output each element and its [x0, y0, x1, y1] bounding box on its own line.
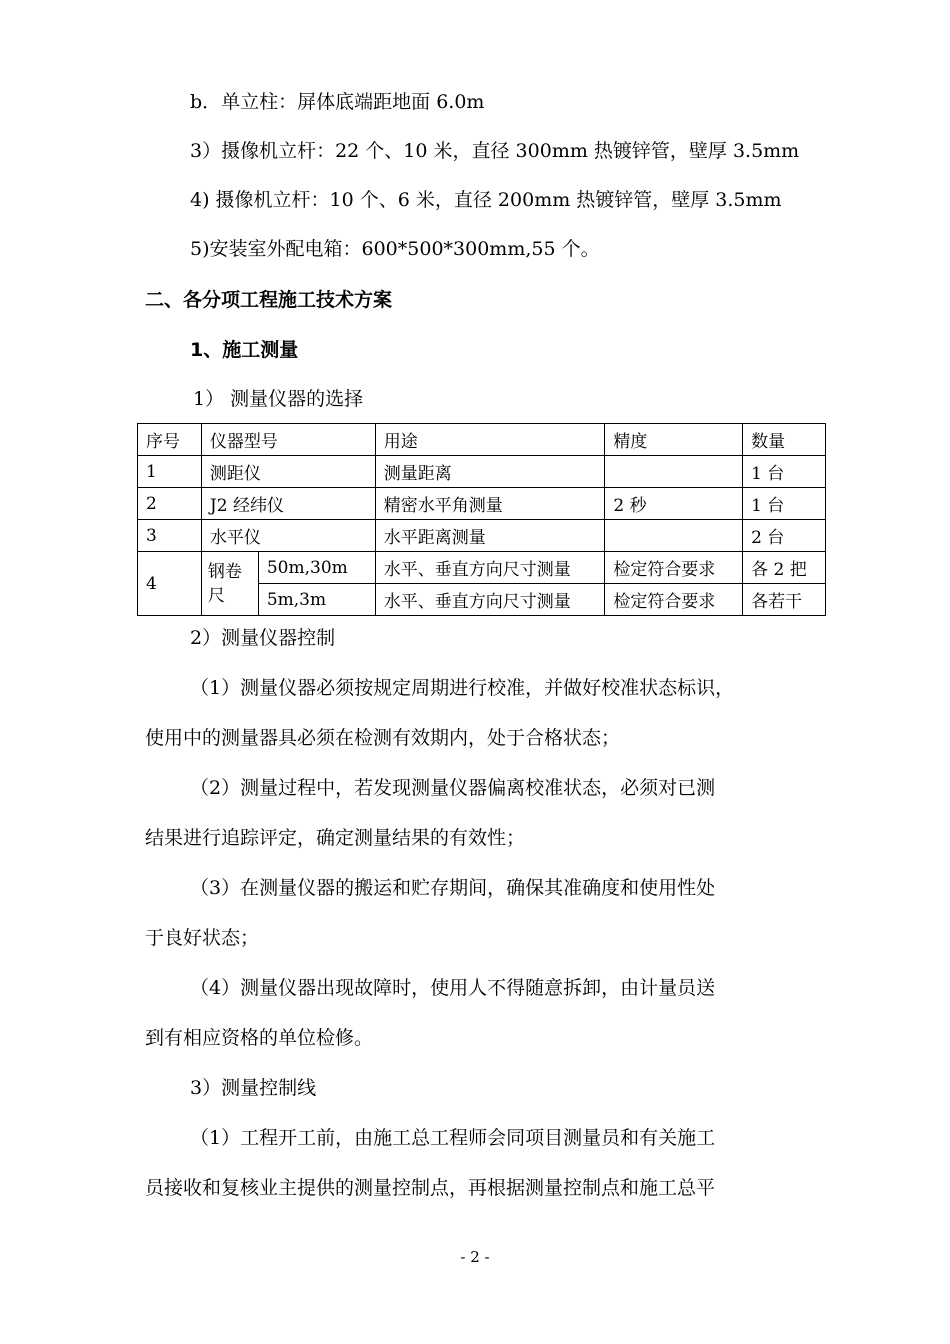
- paragraph-line: 使用中的测量器具必须在检测有效期内，处于合格状态；: [145, 727, 621, 749]
- instrument-selection-title: 1） 测量仪器的选择: [193, 388, 364, 410]
- table-cell: 2 台: [743, 520, 826, 552]
- table-cell: J2 经纬仪: [201, 488, 375, 520]
- table-cell: [605, 520, 743, 552]
- table-header: 用途: [375, 424, 605, 456]
- table-cell: 1 台: [743, 456, 826, 488]
- table-row: [138, 552, 826, 584]
- table-cell: 3: [138, 520, 202, 552]
- table-cell: 2: [138, 488, 202, 520]
- table-cell: 4: [138, 552, 202, 616]
- table-cell: 检定符合要求: [605, 552, 743, 584]
- table-cell: 50m,30m: [258, 552, 375, 584]
- instrument-table: [137, 423, 826, 616]
- table-cell: 测距仪: [201, 456, 375, 488]
- text-line-2: 3）摄像机立杆：22 个、10 米，直径 300mm 热镀锌管，壁厚 3.5mm: [190, 140, 800, 162]
- paragraph-line: （1）测量仪器必须按规定周期进行校准，并做好校准状态标识，: [190, 677, 735, 699]
- table-cell: 1: [138, 456, 202, 488]
- table-cell: 各 2 把: [743, 552, 826, 584]
- paragraph-line: 于良好状态；: [145, 927, 260, 949]
- subsection-heading: 1、施工测量: [190, 339, 299, 361]
- table-cell: 测量距离: [375, 456, 605, 488]
- paragraph-line: （2）测量过程中，若发现测量仪器偏离校准状态，必须对已测: [190, 777, 716, 799]
- text-line-1: b．单立柱：屏体底端距地面 6.0m: [190, 91, 485, 113]
- table-cell: 水平、垂直方向尺寸测量: [375, 552, 605, 584]
- table-header-row: [138, 424, 826, 456]
- instrument-control-title: 2）测量仪器控制: [190, 627, 336, 649]
- table-header: 数量: [743, 424, 826, 456]
- paragraph-line: （4）测量仪器出现故障时，使用人不得随意拆卸，由计量员送: [190, 977, 716, 999]
- table-cell: 钢卷尺: [201, 552, 258, 616]
- table-header: 仪器型号: [201, 424, 375, 456]
- table-cell: 1 台: [743, 488, 826, 520]
- control-line-title: 3）测量控制线: [190, 1077, 317, 1099]
- paragraph-line: （1）工程开工前，由施工总工程师会同项目测量员和有关施工: [190, 1127, 716, 1149]
- text-line-3: 4) 摄像机立杆：10 个、6 米，直径 200mm 热镀锌管，壁厚 3.5mm: [190, 189, 782, 211]
- paragraph-line: 结果进行追踪评定，确定测量结果的有效性；: [145, 827, 526, 849]
- text-line-4: 5)安装室外配电箱：600*500*300mm,55 个。: [190, 238, 600, 260]
- table-cell: 水平距离测量: [375, 520, 605, 552]
- table-row: [138, 456, 826, 488]
- table-cell: 5m,3m: [258, 584, 375, 616]
- table-cell: 检定符合要求: [605, 584, 743, 616]
- table-row: [138, 520, 826, 552]
- table-header: 序号: [138, 424, 202, 456]
- table-cell: [605, 456, 743, 488]
- page-number: - 2 -: [460, 1248, 490, 1266]
- paragraph-line: 员接收和复核业主提供的测量控制点，再根据测量控制点和施工总平: [145, 1177, 716, 1199]
- table-header: 精度: [605, 424, 743, 456]
- table-row: [138, 488, 826, 520]
- table-cell: 2 秒: [605, 488, 743, 520]
- table-cell: 精密水平角测量: [375, 488, 605, 520]
- table-cell: 水平、垂直方向尺寸测量: [375, 584, 605, 616]
- paragraph-line: （3）在测量仪器的搬运和贮存期间，确保其准确度和使用性处: [190, 877, 716, 899]
- table-cell: 各若干: [743, 584, 826, 616]
- section-heading: 二、各分项工程施工技术方案: [145, 289, 393, 311]
- paragraph-line: 到有相应资格的单位检修。: [145, 1027, 374, 1049]
- table-cell: 水平仪: [201, 520, 375, 552]
